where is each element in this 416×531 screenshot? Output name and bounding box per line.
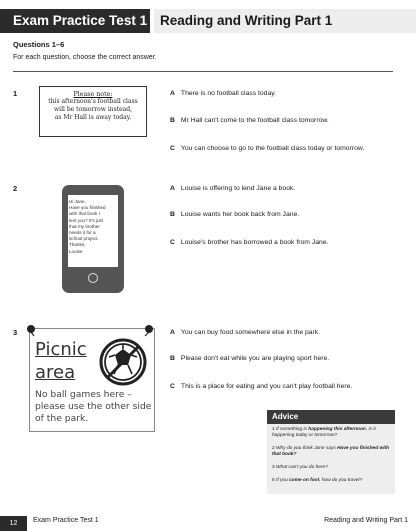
message-line: that my brother — [69, 223, 100, 229]
pin-icon — [142, 323, 156, 337]
footer-right: Reading and Writing Part 1 — [324, 517, 408, 524]
option-text: Louise's brother has borrowed a book from Jane. — [180, 239, 329, 246]
option-letter: B — [170, 355, 175, 362]
message-line: lent you? It's just — [69, 217, 104, 223]
question-2-number: 2 — [13, 184, 18, 193]
page-number: 12 — [0, 516, 27, 531]
header-title-left: Exam Practice Test 1 — [0, 9, 150, 33]
notice-card — [39, 86, 147, 137]
q1-option-b[interactable] — [170, 117, 329, 124]
option-letter: A — [170, 329, 175, 336]
message-line: with that book I — [69, 211, 100, 217]
advice-item: 2 Why do you think Jane says Have you finished with that book? — [272, 446, 390, 458]
option-letter: C — [170, 145, 175, 152]
option-text: You can buy food somewhere else in the park. — [180, 329, 321, 336]
message-line: Louise — [69, 248, 83, 254]
advice-item: 3 What can't you do here? — [272, 465, 328, 470]
divider — [13, 71, 393, 72]
sign-line-area: area — [35, 362, 76, 383]
option-text: You can choose to go to the football class today or tomorrow. — [180, 145, 365, 152]
notice-line: as Mr Hall is away today. — [54, 114, 132, 121]
no-ball-games-icon — [98, 337, 148, 387]
questions-heading: Questions 1–6 — [13, 40, 65, 49]
advice-item: 1 If something is happening this afternoon, is it happening today or tomorrow? — [272, 427, 376, 439]
message-line: Hi Jane, — [69, 199, 86, 204]
advice-box — [267, 410, 395, 494]
question-1-number: 1 — [13, 89, 18, 98]
message-line: needs it for a — [69, 230, 96, 236]
option-text: Louise wants her book back from Jane. — [180, 211, 300, 218]
footer-left: Exam Practice Test 1 — [33, 517, 99, 524]
notice-line: this afternoon's football class — [48, 98, 138, 105]
q1-option-a[interactable] — [170, 90, 276, 97]
sign-text: No ball games here – please use the other side of the park. — [35, 389, 152, 424]
phone-home-button — [88, 273, 98, 283]
option-letter: B — [170, 211, 175, 218]
q3-option-b[interactable] — [170, 355, 329, 362]
q1-option-c[interactable] — [170, 145, 364, 152]
question-3-number: 3 — [13, 328, 18, 337]
instruction-text: For each question, choose the correct answer. — [13, 54, 157, 61]
option-letter: B — [170, 117, 175, 124]
header-title-right: Reading and Writing Part 1 — [154, 9, 416, 33]
option-letter: C — [170, 383, 175, 390]
q3-option-c[interactable] — [170, 383, 352, 390]
advice-item: 5 If you come on foot, how do you travel? — [272, 478, 363, 483]
q2-option-a[interactable] — [170, 185, 295, 192]
q2-option-c[interactable] — [170, 239, 328, 246]
q3-option-a[interactable] — [170, 329, 320, 336]
picnic-sign — [29, 328, 155, 432]
phone-message — [69, 199, 113, 255]
option-text: Mr Hall can't come to the football class tomorrow. — [180, 117, 329, 124]
pin-icon — [24, 323, 38, 337]
message-line: Have you finished — [69, 205, 106, 211]
message-line: school project. — [69, 236, 99, 242]
q2-option-b[interactable] — [170, 211, 299, 218]
sign-line-picnic: Picnic — [35, 339, 87, 360]
notice-title: Please note: — [73, 91, 113, 98]
option-text: This is a place for eating and you can't play football here. — [180, 383, 353, 390]
option-text: Louise is offering to lend Jane a book. — [180, 185, 296, 192]
message-line: Thanks, — [69, 242, 86, 248]
notice-line: will be tomorrow instead, — [54, 106, 132, 113]
option-letter: C — [170, 239, 175, 246]
option-text: Please don't eat while you are playing sport here. — [180, 355, 330, 362]
advice-title: Advice — [267, 410, 395, 424]
option-text: There is no football class today. — [180, 90, 277, 97]
option-letter: A — [170, 185, 175, 192]
option-letter: A — [170, 90, 175, 97]
